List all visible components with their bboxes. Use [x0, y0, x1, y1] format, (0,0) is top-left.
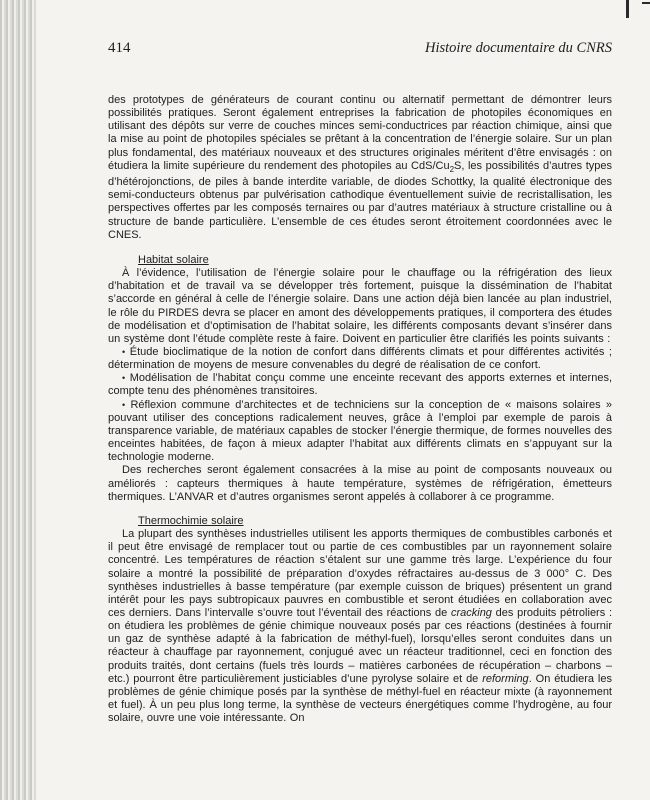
- thermochimie-text: des produits pétroliers : on étudiera les problèmes de génie chimique nouveaux posés par ces réactions (destinées à fournir un gaz de synthèse adapté à la fabrication de méthyl-fuel), lorsqu’elles seront conduites dans un réacteur à chauffage par rayonnement, conjugué avec un réacteur traditionnel, ceci en fonction des produits traités, dont certains (fuels très lourds – matières carbonées de récupération – charbons – etc.) pourront être particulièrement justiciables d’une pyrolyse solaire et de: [108, 606, 612, 685]
- thermochimie-paragraph: [108, 528, 612, 725]
- italic-term: reforming: [482, 672, 529, 685]
- scan-mark: [626, 0, 629, 18]
- habitat-paragraph-2: Des recherches seront également consacrées à la mise au point de composants nouveaux ou améliorés : capteurs thermiques à haute température, systèmes de réfrigération, émetteurs thermiques. L’ANVAR et d’autres organismes seront appelés à collaborer à ce programme.: [108, 464, 612, 503]
- bullet-item: [108, 372, 612, 398]
- scan-mark: [642, 2, 650, 4]
- bullet-text: Modélisation de l’habitat conçu comme une enceinte recevant des apports externes et internes, compte tenu des phénomènes transitoires.: [108, 372, 612, 398]
- section-heading-habitat: [108, 254, 612, 267]
- bullet-item: [108, 346, 612, 372]
- page-number: 414: [108, 40, 131, 56]
- bullet-item: [108, 399, 612, 465]
- subscript: 2: [449, 164, 455, 174]
- section-heading-thermochimie: [108, 515, 612, 528]
- habitat-paragraph-1: À l’évidence, l’utilisation de l’énergie solaire pour le chauffage ou la réfrigération des lieux d’habitation et de travail va se développer très fortement, puisque la dissémination de l’habitat s’accorde en général à celle de l’énergie solaire. Dans une action déjà bien lancée au plan industriel, le rôle du PIRDES devra se placer en amont des développements pratiques, il comportera des études de modélisation et d’optimisation de l’habitat solaire, les différents composants devant s’insérer dans un système dont l’étude complète reste à faire. Doivent en particulier être clarifiés les points suivants :: [108, 267, 612, 345]
- bullet-icon: •: [122, 347, 126, 357]
- habitat-heading: Habitat solaire: [138, 253, 209, 266]
- thermochimie-text: . On étudiera les problèmes de génie chimique posés par la synthèse de méthyl-fuel en réacteur mixte (à rayonnement et fuel). À un peu plus long terme, la synthèse de vecteurs énergétiques comme l’hydrogène, au four solaire, ouvre une voie intéressante. On: [108, 672, 612, 725]
- bullet-icon: •: [122, 373, 126, 384]
- intro-text: des prototypes de générateurs de courant continu ou alternatif permettant de démontrer leurs possibilités pratiques. Seront également entreprises la fabrication de photopiles économiques en utilisant des dépôts sur verre de couches minces semi-conductrices par réaction chimique, ainsi que la mise au point de photopiles spéciales se prêtant à la concentration de l’énergie solaire. Sur un plan plus fondamental, des matériaux nouveaux et des structures originales méritent d’être envisagés : on étudiera la limite supérieure du rendement des photopiles au CdS/Cu: [108, 94, 612, 172]
- italic-term: cracking: [450, 606, 492, 619]
- thermochimie-text: La plupart des synthèses industrielles utilisent les apports thermiques de combustibles carbonés et il peut être envisagé de remplacer tout ou partie de ces combustibles par un rayonnement solaire concentré. Les températures de réaction s’étalent sur une gamme très large. L’expérience du four solaire a montré la possibilité de préparation d’oxydes réfractaires au-dessus de 3 000° C. Des synthèses industrielles à basse température (par exemple cuisson de briques) présentent un grand intérêt pour les pays subtropicaux pauvres en combustible et seront étudiées en collaboration avec ces derniers. Dans l’intervalle s’ouvre tout l’éventail des réactions de: [108, 528, 612, 619]
- bullet-text: Réflexion commune d’architectes et de techniciens sur la conception de « maisons solaires » pouvant utiliser des conceptions radicalement neuves, grâce à l’emploi par exemple de parois à transparence variable, de matériaux capables de stocker l’énergie thermique, de formes nouvelles des enceintes habitées, de façon à mieux adapter l’habitat aux différents climats en s’appuyant sur la technologie moderne.: [108, 398, 612, 464]
- body-text: [108, 94, 612, 725]
- bullet-icon: •: [122, 399, 126, 410]
- intro-text-continued: S, les possibilités d’autres types d’hétérojonctions, de piles à bande interdite variable, de diodes Schottky, la qualité électronique des semi-conducteurs obtenus par pulvérisation cathodique éventuellement suivie de recristallisation, les perspectives offertes par les composés ternaires ou par d’autres matériaux à structure cristalline ou à structure de bande particulière. L’ensemble de ces études seront étroitement coordonnées avec le CNES.: [108, 159, 612, 241]
- thermochimie-heading: Thermochimie solaire: [138, 514, 244, 527]
- bullet-text: Étude bioclimatique de la notion de confort dans différents climats et pour différentes activités ; détermination de moyens de mesure convenables du degré de réalisation de ce confort.: [108, 346, 612, 372]
- intro-paragraph: [108, 94, 612, 242]
- running-title: Histoire documentaire du CNRS: [424, 40, 612, 56]
- page-header: [108, 40, 612, 62]
- stacked-page-edges: [0, 0, 36, 800]
